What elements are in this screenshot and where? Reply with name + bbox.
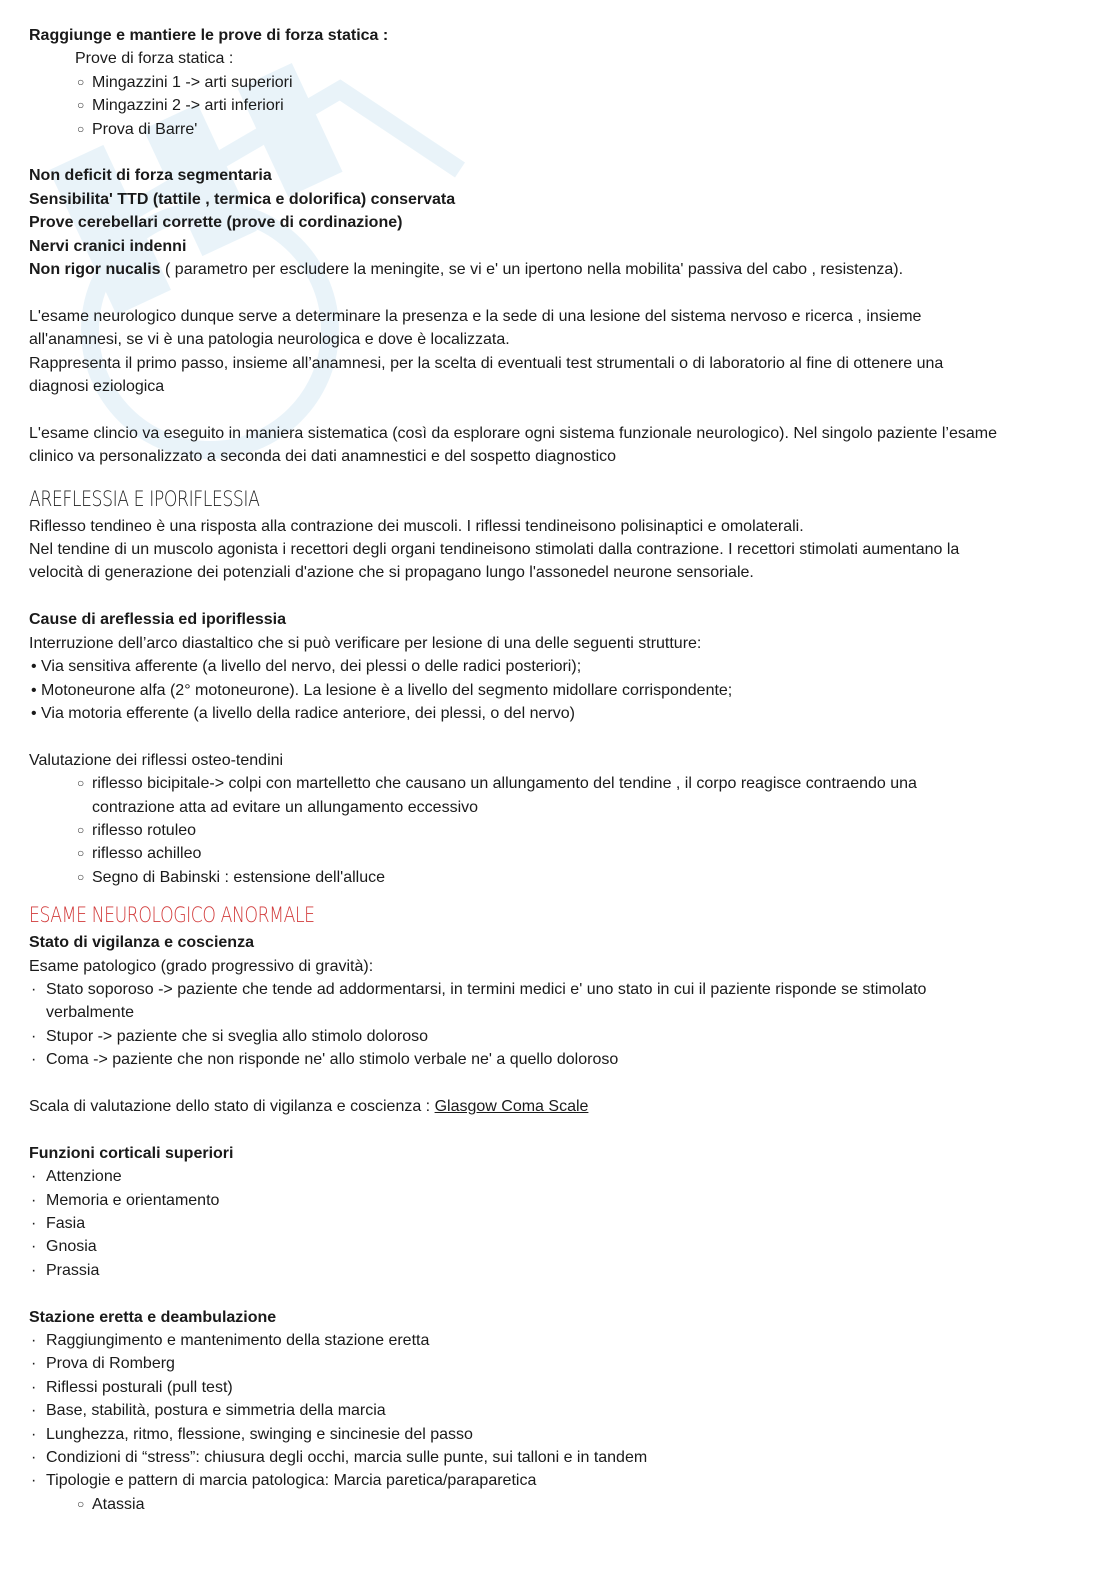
list-item: · Coma -> paziente che non risponde ne' allo stimolo verbale ne' a quello doloroso [29, 1048, 1089, 1071]
circle-bullet-icon: ○ [77, 846, 85, 861]
bullet-icon: · [31, 1261, 37, 1279]
circle-bullet-icon: ○ [77, 121, 85, 136]
glasgow-link[interactable]: Glasgow Coma Scale [434, 1097, 589, 1115]
list-item: • Motoneurone alfa (2° motoneurone). La lesione è a livello del segmento midollare corrispondente; [29, 679, 1089, 702]
list-item: • Via motoria efferente (a livello della radice anteriore, dei plessi, o del nervo) [29, 702, 1089, 725]
bullet-icon: · [31, 1238, 37, 1256]
status-line: Non deficit di forza segmentaria [29, 167, 272, 185]
list-item: · Condizioni di “stress”: chiusura degli occhi, marcia sulle punte, sui talloni e in tandem [29, 1446, 1089, 1469]
bullet-icon: • [31, 704, 37, 722]
paragraph-line: velocità di generazione dei potenziali d'azione che si propagano lungo l'assonedel neurone sensoriale. [29, 564, 754, 582]
circle-bullet-icon: ○ [77, 74, 85, 89]
list-item: · Gnosia [29, 1235, 1089, 1258]
list-item: ○ Atassia [29, 1493, 1089, 1516]
paragraph-line: Nel tendine di un muscolo agonista i recettori degli organi tendineisono stimolati dalla contrazione. I recettori stimolati aumentano la [29, 541, 960, 559]
list-item: · Base, stabilità, postura e simmetria della marcia [29, 1399, 1089, 1422]
bullet-icon: · [31, 1402, 37, 1420]
status-line-rigor: Non rigor nucalis ( parametro per escludere la meningite, se vi e' un ipertono nella mobilita' passiva del cabo , resistenza). [29, 261, 904, 279]
vigilanza-title: Stato di vigilanza e coscienza [29, 934, 254, 952]
list-item: ○ riflesso bicipitale-> colpi con martelletto che causano un allungamento del tendine , il corpo reagisce contraendo una [29, 772, 1089, 795]
bullet-icon: • [31, 681, 37, 699]
list-item: ○ riflesso rotuleo [29, 819, 1089, 842]
bullet-icon: · [31, 1191, 37, 1209]
paragraph-line: Riflesso tendineo è una risposta alla contrazione dei muscoli. I riflessi tendineisono polisinaptici e omolaterali. [29, 517, 804, 535]
bullet-icon: · [31, 1027, 37, 1045]
osteo-title: Valutazione dei riflessi osteo-tendini [29, 751, 284, 769]
scale-line: Scala di valutazione dello stato di vigilanza e coscienza : Glasgow Coma Scale [29, 1097, 589, 1115]
status-line: Nervi cranici indenni [29, 237, 187, 255]
vigilanza-intro: Esame patologico (grado progressivo di gravità): [29, 957, 374, 975]
status-line: Prove cerebellari corrette (prove di cordinazione) [29, 214, 403, 232]
list-item: ○ Mingazzini 1 -> arti superiori [29, 71, 1089, 94]
list-item: · Riflessi posturali (pull test) [29, 1376, 1089, 1399]
list-item: · Tipologie e pattern di marcia patologica: Marcia paretica/paraparetica [29, 1469, 1089, 1492]
list-item: · Stupor -> paziente che si sveglia allo stimolo doloroso [29, 1025, 1089, 1048]
block1-title: Raggiunge e mantiere le prove di forza statica : [29, 27, 389, 44]
bullet-icon: • [31, 658, 37, 676]
list-item-continuation: verbalmente [46, 1004, 135, 1022]
list-item: · Prova di Romberg [29, 1352, 1089, 1375]
stazione-title: Stazione eretta e deambulazione [29, 1308, 277, 1326]
list-item: · Raggiungimento e mantenimento della stazione eretta [29, 1329, 1089, 1352]
paragraph-line: all'anamnesi, se vi è una patologia neurologica e dove è localizzata. [29, 331, 510, 349]
circle-bullet-icon: ○ [77, 98, 85, 113]
circle-bullet-icon: ○ [77, 1496, 85, 1511]
bullet-icon: · [31, 1214, 37, 1232]
bullet-icon: · [31, 1168, 37, 1186]
status-line: Sensibilita' TTD (tattile , termica e dolorifica) conservata [29, 190, 456, 208]
paragraph-line: clinico va personalizzato a seconda dei dati anamnestici e del sospetto diagnostico [29, 448, 617, 466]
list-item: · Lunghezza, ritmo, flessione, swinging e sincinesie del passo [29, 1423, 1089, 1446]
bullet-icon: · [31, 1425, 37, 1443]
list-item: · Prassia [29, 1259, 1089, 1282]
paragraph-line: diagnosi eziologica [29, 378, 165, 396]
list-item: ○ Mingazzini 2 -> arti inferiori [29, 94, 1089, 117]
bullet-icon: · [31, 1332, 37, 1349]
list-item: ○ Segno di Babinski : estensione dell'alluce [29, 866, 1089, 889]
causes-title: Cause di areflessia ed iporiflessia [29, 611, 287, 629]
bullet-icon: · [31, 1472, 37, 1490]
circle-bullet-icon: ○ [77, 776, 85, 791]
circle-bullet-icon: ○ [77, 869, 85, 884]
block1-subtitle: Prove di forza statica : [75, 50, 234, 68]
bullet-icon: · [31, 1449, 37, 1467]
list-item: · Memoria e orientamento [29, 1189, 1089, 1212]
corticali-title: Funzioni corticali superiori [29, 1144, 234, 1162]
paragraph-line: L'esame clincio va eseguito in maniera sistematica (così da esplorare ogni sistema funzionale neurologico). Nel singolo paziente l’esame [29, 424, 998, 442]
list-item: · Fasia [29, 1212, 1089, 1235]
list-item: ○ Prova di Barre' [29, 118, 1089, 141]
section-heading-esame-anormale: ESAME NEUROLOGICO ANORMALE [29, 903, 315, 928]
list-item: • Via sensitiva afferente (a livello del nervo, dei plessi o delle radici posteriori); [29, 655, 1089, 678]
bullet-icon: · [31, 980, 37, 998]
list-item: · Attenzione [29, 1165, 1089, 1188]
section-heading-areflessia: AREFLESSIA E IPORIFLESSIA [29, 486, 260, 511]
paragraph-line: Rappresenta il primo passo, insieme all’anamnesi, per la scelta di eventuali test strumentali o di laboratorio al fine di ottenere una [29, 354, 944, 372]
list-item: ○ riflesso achilleo [29, 842, 1089, 865]
list-item-continuation: contrazione atta ad evitare un allungamento eccessivo [92, 798, 479, 816]
causes-intro: Interruzione dell’arco diastaltico che si può verificare per lesione di una delle seguenti strutture: [29, 634, 702, 652]
bullet-icon: · [31, 1378, 37, 1396]
bullet-icon: · [31, 1051, 37, 1069]
document-page [29, 24, 1089, 1516]
circle-bullet-icon: ○ [77, 822, 85, 837]
bullet-icon: · [31, 1355, 37, 1373]
list-item: · Stato soporoso -> paziente che tende ad addormentarsi, in termini medici e' uno stato in cui il paziente risponde se stimolato [29, 978, 1089, 1001]
paragraph-line: L'esame neurologico dunque serve a determinare la presenza e la sede di una lesione del sistema nervoso e ricerca , insieme [29, 307, 922, 325]
